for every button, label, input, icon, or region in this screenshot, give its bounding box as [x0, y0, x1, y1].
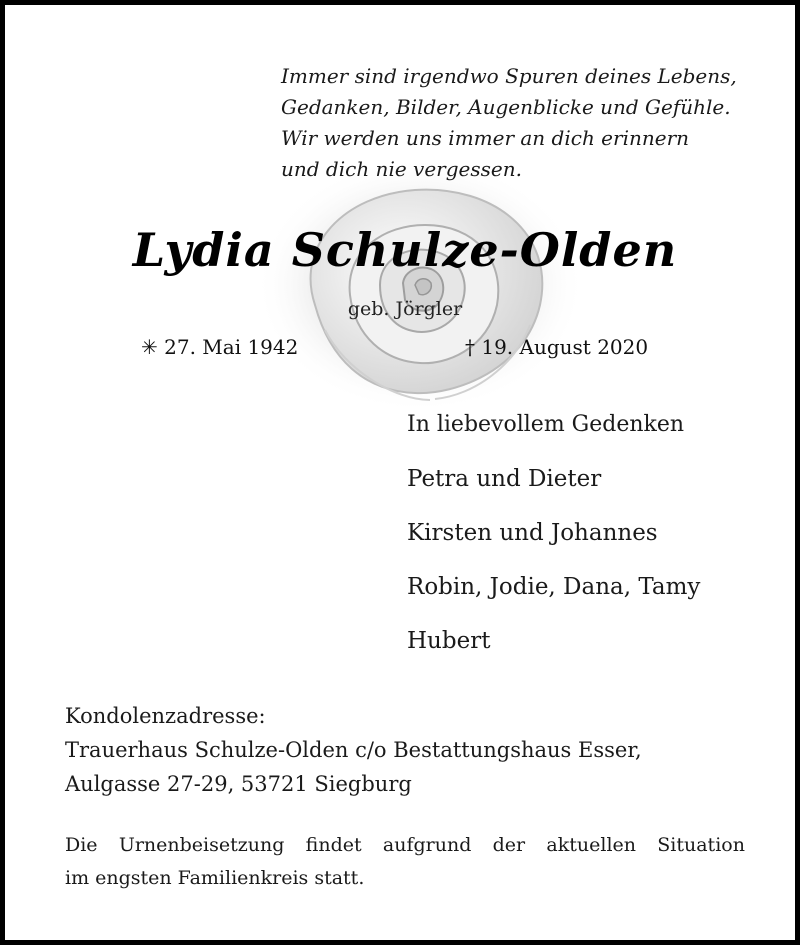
dagger-icon: † [465, 335, 475, 359]
mourner-name: Hubert [407, 628, 491, 654]
notice-word: Urnenbeisetzung [118, 834, 285, 856]
mourner-name: Kirsten und Johannes [407, 520, 658, 546]
notice-line [65, 829, 745, 862]
poem-line: Gedanken, Bilder, Augenblicke und Gefühle. [281, 95, 731, 119]
poem-line: Immer sind irgendwo Spuren deines Lebens, [281, 64, 737, 88]
asterisk-icon: ✳ [141, 335, 158, 359]
condolence-address [65, 699, 642, 801]
maiden-name: geb. Jörgler [347, 298, 463, 320]
mourner-name: Petra und Dieter [407, 466, 602, 492]
mourner-name: Robin, Jodie, Dana, Tamy [407, 574, 701, 600]
poem [281, 61, 737, 185]
notice-word: der [492, 834, 526, 856]
notice-word: Die [65, 834, 98, 856]
birth-date-text: 27. Mai 1942 [164, 335, 299, 359]
deceased-name: Lydia Schulze-Olden [132, 223, 678, 277]
rose-icon [255, 155, 585, 415]
death-date-text: 19. August 2020 [481, 335, 649, 359]
poem-line: Wir werden uns immer an dich erinnern [281, 126, 690, 150]
condolence-heading: Kondolenzadresse: [65, 704, 266, 728]
notice-word: aufgrund [382, 834, 472, 856]
mourners-intro: In liebevollem Gedenken [407, 412, 685, 437]
notice-word: findet [305, 834, 362, 856]
notice-word: Situation [657, 834, 745, 856]
condolence-line: Trauerhaus Schulze-Olden c/o Bestattungshaus Esser, [65, 738, 642, 762]
notice-word: aktuellen [546, 834, 636, 856]
poem-line: und dich nie vergessen. [281, 157, 522, 181]
condolence-line: Aulgasse 27-29, 53721 Siegburg [65, 772, 412, 796]
birth-date [141, 335, 298, 359]
notice-line: im engsten Familienkreis statt. [65, 867, 365, 889]
burial-notice [65, 829, 745, 895]
mourners-list [407, 405, 700, 675]
death-date [465, 335, 648, 359]
